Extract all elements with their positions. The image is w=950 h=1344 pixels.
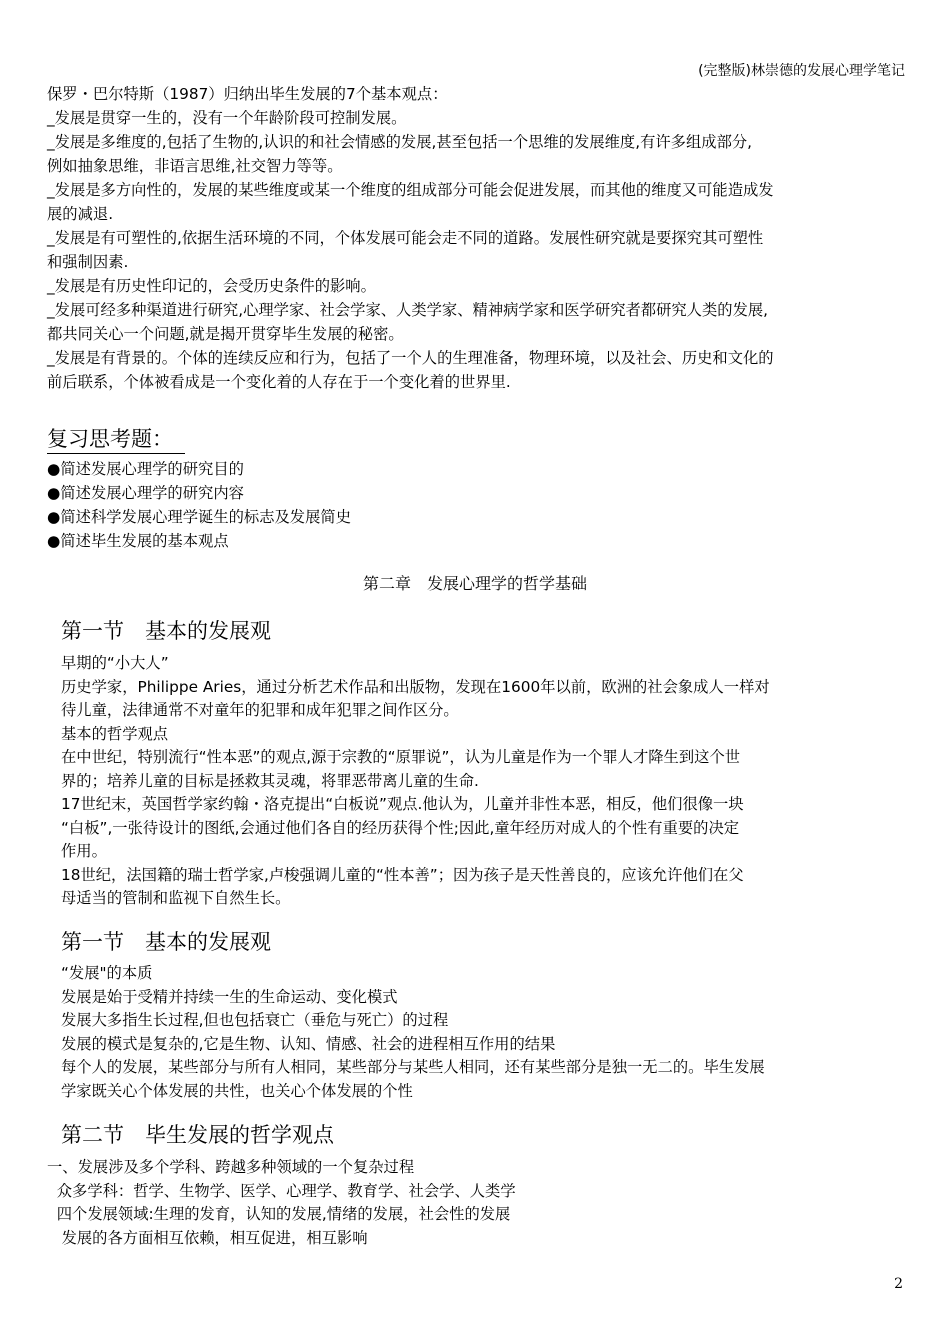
text-line: 四个发展领域:生理的发育，认知的发展,情绪的发展，社会性的发展 (47, 1205, 511, 1224)
text-line: _发展可经多种渠道进行研究,心理学家、社会学家、人类学家、精神病学家和医学研究者都研究人类的发展, (47, 301, 769, 319)
text-line: 发展的各方面相互依赖，相互促进，相互影响 (47, 1228, 368, 1247)
text-line: 众多学科：哲学、生物学、医学、心理学、教育学、社会学、人类学 (47, 1181, 516, 1200)
text-line: _发展是有历史性印记的，会受历史条件的影响。 (47, 277, 376, 295)
text-line: 和强制因素. (47, 253, 129, 271)
section-heading: 第一节 基本的发展观 (61, 619, 271, 643)
text-line: 发展的模式是复杂的,它是生物、认知、情感、社会的进程相互作用的结果 (61, 1034, 556, 1053)
text-line: 保罗・巴尔特斯（1987）归纳出毕生发展的7个基本观点： (47, 85, 448, 103)
review-list (47, 457, 897, 553)
text-line: 17世纪末，英国哲学家约翰・洛克提出“白板说”观点.他认为，儿童并非性本恶，相反，他们很像一块 (61, 795, 744, 813)
text-line: _发展是有可塑性的,依据生活环境的不同，个体发展可能会走不同的道路。发展性研究就是要探究其可塑性 (47, 229, 764, 247)
chapter-title: 第二章 发展心理学的哲学基础 (362, 574, 587, 593)
lifespan-viewpoints-block (47, 82, 905, 394)
text-line: “发展"的本质 (61, 964, 153, 982)
text-line: 基本的哲学观点 (61, 724, 169, 743)
text-line: 界的；培养儿童的目标是拯救其灵魂，将罪恶带离儿童的生命. (61, 771, 479, 790)
text-line: 在中世纪，特别流行“性本恶”的观点,源于宗教的“原罪说”，认为儿童是作为一个罪人才降生到这个世 (61, 748, 741, 766)
text-line: 发展是始于受精并持续一生的生命运动、变化模式 (61, 987, 398, 1006)
text-line: 作用。 (61, 842, 107, 860)
section-body (47, 1156, 907, 1250)
text-line: 例如抽象思维，非语言思维,社交智力等等。 (47, 157, 343, 175)
text-line: 学家既关心个体发展的共性，也关心个体发展的个性 (61, 1081, 413, 1100)
section-heading: 第一节 基本的发展观 (61, 930, 271, 954)
text-line: _发展是有背景的。个体的连续反应和行为，包括了一个人的生理准备，物理环境，以及社会、历史和文化的 (47, 349, 774, 367)
text-line: 展的减退. (47, 205, 114, 223)
text-line: _发展是多维度的,包括了生物的,认识的和社会情感的发展,甚至包括一个思维的发展维度,有许多组成部分, (47, 133, 753, 151)
text-line: 发展大多指生长过程,但也包括衰亡（垂危与死亡）的过程 (61, 1011, 449, 1029)
section-heading: 第二节 毕生发展的哲学观点 (61, 1123, 334, 1147)
text-line: 一、发展涉及多个学科、跨越多种领域的一个复杂过程 (47, 1158, 415, 1176)
text-line: _发展是贯穿一生的，没有一个年龄阶段可控制发展。 (47, 109, 407, 127)
running-header: (完整版)林崇德的发展心理学笔记 (698, 63, 905, 79)
text-line: 前后联系，个体被看成是一个变化着的人存在于一个变化着的世界里. (47, 373, 511, 391)
text-line: 早期的“小大人” (61, 654, 169, 672)
review-questions (47, 425, 897, 553)
text-line: 历史学家，Philippe Aries，通过分析艺术作品和出版物，发现在1600年以前，欧洲的社会象成人一样对 (61, 677, 770, 696)
page-number: 2 (894, 1276, 903, 1292)
text-line: 母适当的管制和监视下自然生长。 (61, 889, 291, 907)
section-body (61, 962, 903, 1103)
text-line: 都共同关心一个问题,就是揭开贯穿毕生发展的秘密。 (47, 325, 404, 343)
review-item: ●简述毕生发展的基本观点 (47, 532, 229, 550)
text-line: “白板”,一张待设计的图纸,会通过他们各自的经历获得个性;因此,童年经历对成人的个性有重要的决定 (61, 818, 740, 837)
section-body (61, 652, 903, 911)
text-line: 待儿童，法律通常不对童年的犯罪和成年犯罪之间作区分。 (61, 701, 459, 719)
review-item: ●简述科学发展心理学诞生的标志及发展简史 (47, 508, 351, 526)
text-line: 每个人的发展，某些部分与所有人相同，某些部分与某些人相同，还有某些部分是独一无二的。毕生发展 (61, 1058, 765, 1076)
review-item: ●简述发展心理学的研究内容 (47, 484, 244, 502)
review-item: ●简述发展心理学的研究目的 (47, 460, 244, 478)
review-title: 复习思考题： (47, 425, 185, 454)
text-line: _发展是多方向性的，发展的某些维度或某一个维度的组成部分可能会促进发展，而其他的维度又可能造成发 (47, 181, 774, 199)
text-line: 18世纪，法国籍的瑞士哲学家,卢梭强调儿童的“性本善”；因为孩子是天性善良的，应该允许他们在父 (61, 865, 744, 884)
